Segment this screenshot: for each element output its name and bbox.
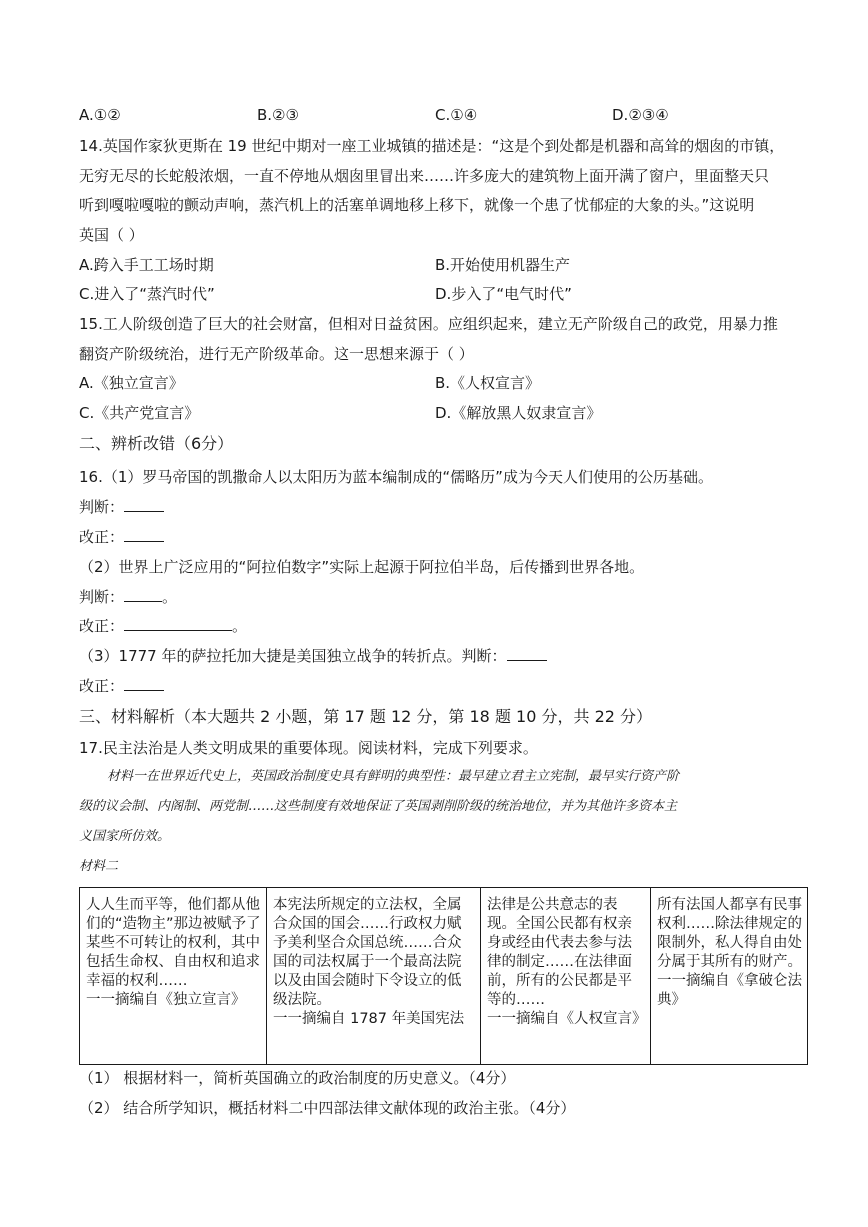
q16-part1-judge [79,497,164,517]
table-cell [267,888,481,1065]
q15-stem-line1: 15.工人阶级创造了巨大的社会财富，但相对日益贫困。应组织起来，建立无产阶级自己的政党，用暴力推 [79,315,778,333]
section-3-heading: 三、材料解析（本大题共 2 小题，第 17 题 12 分，第 18 题 10 分，共 22 分） [79,707,653,726]
judge-label: 判断： [79,498,125,516]
correct-label: 改正： [79,528,125,546]
q15-option-a: A.《独立宣言》 [79,374,184,392]
q13-option-d: D.②③④ [612,106,669,124]
q16-part2-judge [79,587,177,607]
material-1-line1: 材料一在世界近代史上，英国政治制度史具有鲜明的典型性：最早建立君主立宪制，最早实行资产阶 [107,769,680,784]
material-2-label: 材料二 [79,859,119,874]
q14-stem-line2: 无穷无尽的长蛇般浓烟，一直不停地从烟囱里冒出来……许多庞大的建筑物上面开满了窗户，里面整天只 [79,167,770,185]
q16-part3-correct [79,676,164,696]
q15-option-b: B.《人权宣言》 [435,374,541,392]
q14-stem-line3: 听到嘎啦嘎啦的颤动声响，蒸汽机上的活塞单调地移上移下，就像一个患了忧郁症的大象的头。”这说明 [79,196,755,214]
table-cell [481,888,651,1065]
cell-source: 一一摘编自《拿破仑法典》 [657,973,802,1008]
cell-text: 法律是公共意志的表现。全国公民都有权亲身或经由代表去参与法律的制定……在法律面前，所有的公民都是平等的…… [487,897,632,1008]
q16-part2-correct [79,616,247,636]
cell-text: 所有法国人都享有民事权利……除法律规定的限制外，私人得自由处分属于其所有的财产。 [657,897,802,970]
cell-source: 一一摘编自《人权宣言》 [487,1011,647,1027]
q13-option-b: B.②③ [257,106,299,124]
table-cell [80,888,267,1065]
material-1-line2: 级的议会制、内阁制、两党制……这些制度有效地保证了英国剥削阶级的统治地位，并为其他许多资本主 [79,799,678,814]
q14-option-d: D.步入了“电气时代” [435,285,572,303]
q14-option-b: B.开始使用机器生产 [435,256,571,274]
q16-part2: （2）世界上广泛应用的“阿拉伯数字”实际上起源于阿拉伯半岛，后传播到世界各地。 [79,558,645,576]
q17-subquestion-2: （2） 结合所学知识，概括材料二中四部法律文献体现的政治主张。（4分） [79,1099,576,1117]
cell-text: 本宪法所规定的立法权，全属合众国的国会……行政权力赋予美利坚合众国总统……合众国的司法权属于一个最高法院以及由国会随时下令设立的低级法院。 [273,897,462,1008]
q14-option-a: A.跨入手工工场时期 [79,256,214,274]
cell-source: 一一摘编自 1787 年美国宪法 [273,1011,465,1027]
q14-stem-line1: 14.英国作家狄更斯在 19 世纪中期对一座工业城镇的描述是：“这是个到处都是机器和高耸的烟囱的市镇， [79,137,785,155]
q16-part3-text: （3）1777 年的萨拉托加大捷是美国独立战争的转折点。判断： [79,647,507,665]
table-cell [651,888,808,1065]
cell-source: 一一摘编自《独立宣言》 [86,992,246,1008]
period-mark: 。 [232,617,248,635]
answer-blank[interactable] [124,527,164,542]
q15-stem-line2: 翻资产阶级统治，进行无产阶级革命。这一思想来源于（ ） [79,345,474,363]
answer-blank[interactable] [507,646,547,661]
answer-blank[interactable] [124,587,162,602]
answer-blank[interactable] [124,676,164,691]
q17-stem: 17.民主法治是人类文明成果的重要体现。阅读材料，完成下列要求。 [79,739,538,757]
table-row [80,888,808,1065]
q13-option-c: C.①④ [435,106,478,124]
answer-blank[interactable] [124,616,232,631]
correct-label: 改正： [79,617,125,635]
q14-stem-line4: 英国（ ） [79,226,144,244]
q16-part1-correct [79,527,164,547]
q17-subquestion-1: （1） 根据材料一，简析英国确立的政治制度的历史意义。（4分） [79,1069,516,1087]
q15-option-d: D.《解放黑人奴隶宣言》 [435,404,602,422]
answer-blank[interactable] [124,497,164,512]
section-2-heading: 二、辨析改错（6分） [79,434,234,453]
correct-label: 改正： [79,677,125,695]
material-1-line3: 义国家所仿效。 [79,829,171,844]
cell-text: 人人生而平等，他们都从他们的“造物主”那边被赋予了某些不可转让的权利，其中包括生命权、自由权和追求幸福的权利…… [86,897,261,989]
q14-option-c: C.进入了“蒸汽时代” [79,285,215,303]
q16-part1: 16.（1）罗马帝国的凯撒命人以太阳历为蓝本编制成的“儒略历”成为今天人们使用的公历基础。 [79,468,713,486]
q13-option-a: A.①② [79,106,121,124]
material-2-table [79,887,808,1065]
judge-label: 判断： [79,588,125,606]
period-mark: 。 [162,588,178,606]
q15-option-c: C.《共产党宣言》 [79,404,200,422]
q16-part3 [79,646,547,666]
